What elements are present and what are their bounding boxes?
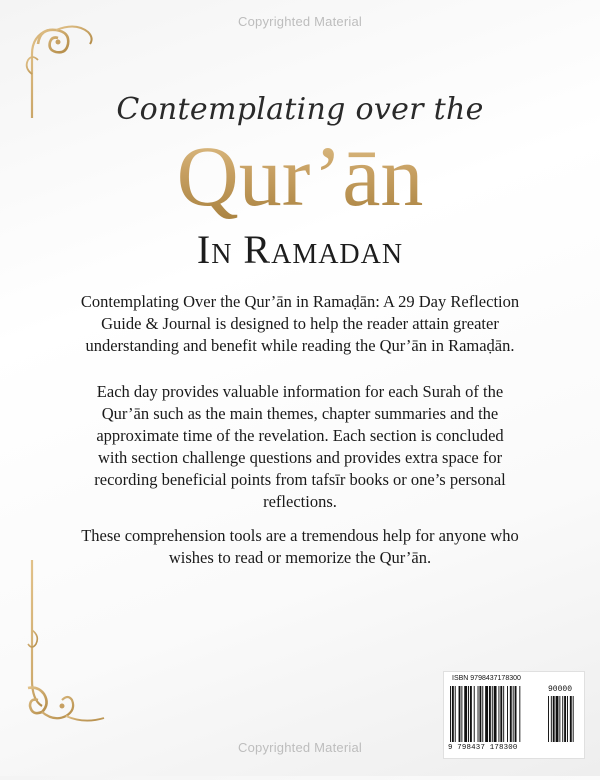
- price-code: 90000: [548, 685, 573, 694]
- title-main-line: Qur’ān: [0, 128, 600, 224]
- watermark-top: Copyrighted Material: [238, 14, 362, 29]
- description-paragraph-2: Each day provides valuable information for each Surah of the Qur’ān such as the main themes, chapter summaries and the approximate time of the revelation. Each section is concluded with section challenge questions and provides extra space for recording beneficial points from tafsīr books or one’s personal reflections.: [94, 382, 506, 511]
- barcode-icon: [450, 686, 580, 744]
- watermark-bottom: Copyrighted Material: [238, 740, 362, 755]
- title-sub-line: In Ramadan: [196, 227, 404, 272]
- description-paragraph-1: Contemplating Over the Qur’ān in Ramaḍān: A 29 Day Reflection Guide & Journal is designed to help the reader attain greater understanding and benefit while reading the Qur’ān in Ramaḍān.: [80, 292, 520, 355]
- isbn-digits: 9 798437 178300: [448, 744, 518, 752]
- isbn-label: ISBN 9798437178300: [452, 675, 521, 682]
- description-paragraph-3: These comprehension tools are a tremendous help for anyone who wishes to read or memorize the Qur’ān.: [81, 526, 519, 567]
- title-script-line: Contemplating over the: [116, 92, 484, 127]
